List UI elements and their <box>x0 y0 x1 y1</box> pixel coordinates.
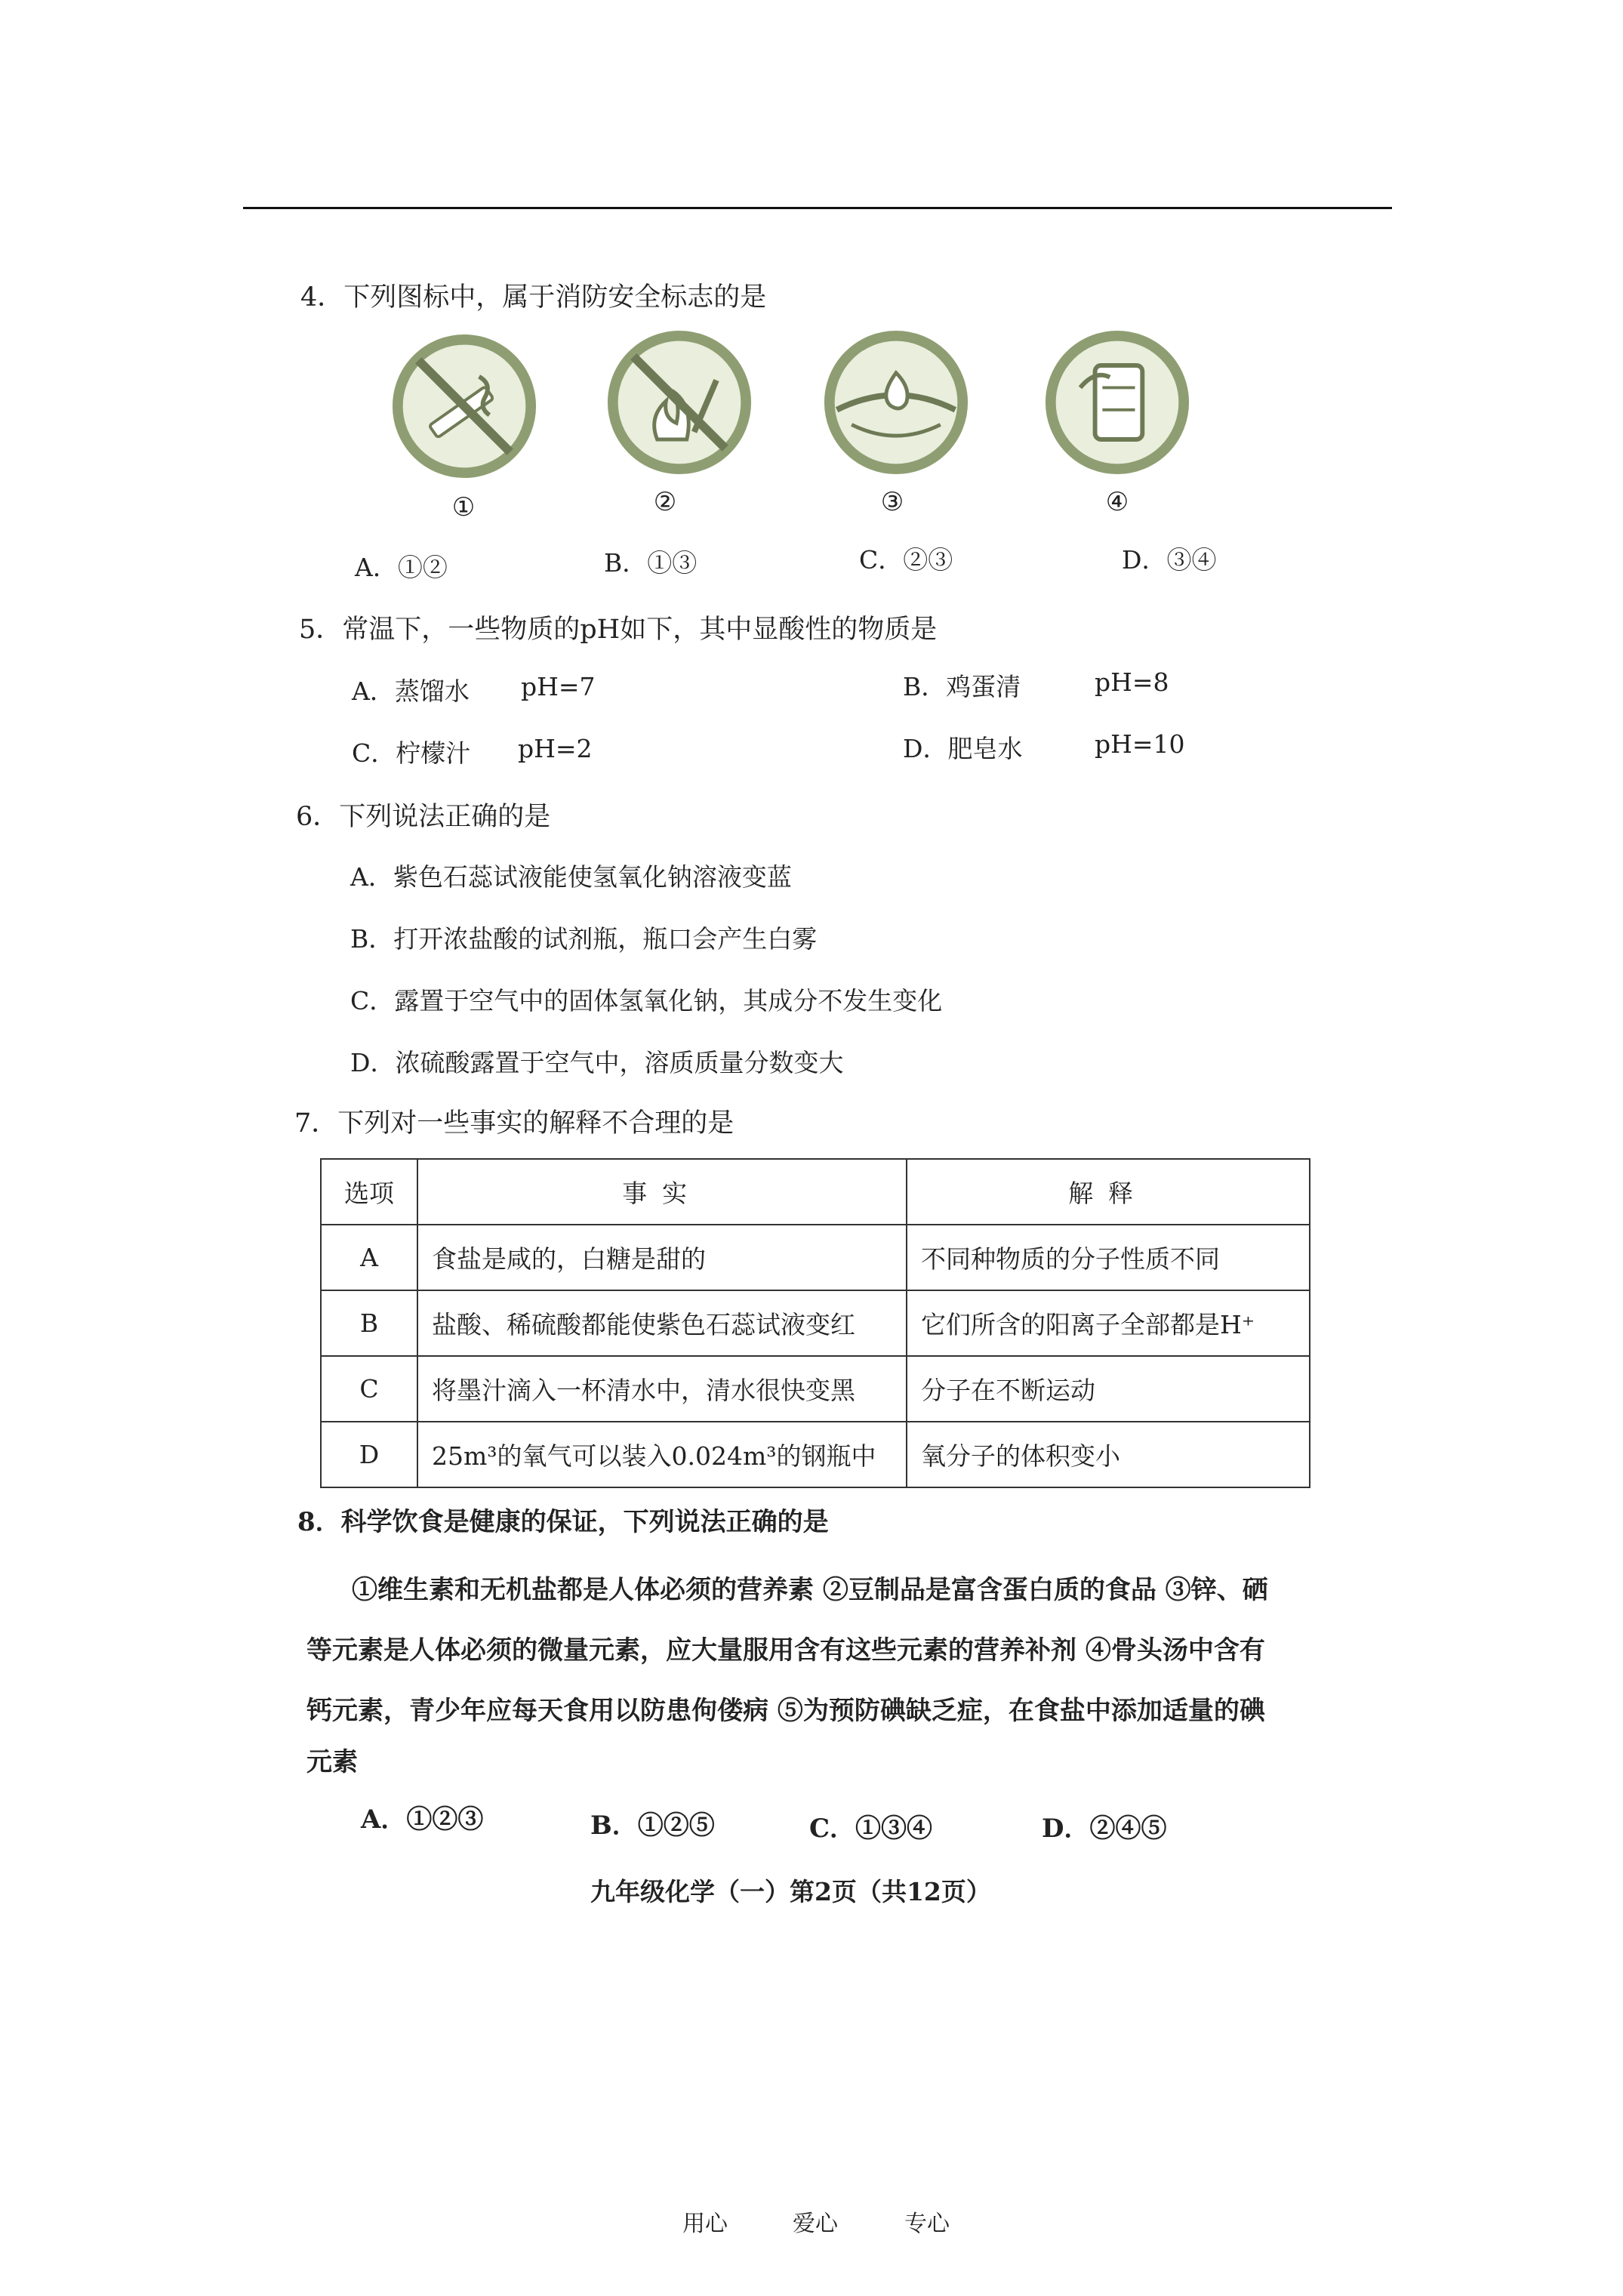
q5-option-d[interactable] <box>903 729 1185 765</box>
q8-statement-line-3: 钙元素，青少年应每天食用以防患佝偻病 ⑤为预防碘缺乏症，在食盐中添加适量的碘 <box>306 1696 1265 1726</box>
q8-option-c[interactable]: C．①③④ <box>809 1814 933 1844</box>
question-8-stem: 8．科学饮食是健康的保证，下列说法正确的是 <box>297 1507 829 1537</box>
table-cell-fact: 食盐是咸的，白糖是甜的 <box>417 1225 907 1290</box>
table-cell-fact: 盐酸、稀硫酸都能使紫色石蕊试液变红 <box>417 1290 907 1356</box>
no-smoking-sign-icon <box>390 332 538 480</box>
recycle-paper-sign-icon <box>1043 328 1191 476</box>
q5-option-c-ph: pH=2 <box>518 734 593 763</box>
sign-label-2: ② <box>653 487 677 517</box>
q5-option-b[interactable] <box>903 667 1169 703</box>
q6-option-c[interactable]: C．露置于空气中的固体氢氧化钠，其成分不发生变化 <box>350 986 943 1015</box>
q5-option-c-label: C．柠檬汁 <box>352 738 471 768</box>
question-6-stem: 6．下列说法正确的是 <box>296 802 551 832</box>
table-cell-option: B <box>321 1290 417 1356</box>
q6-option-d[interactable]: D．浓硫酸露置于空气中，溶质质量分数变大 <box>350 1048 844 1077</box>
question-5-stem: 5．常温下，一些物质的pH如下，其中显酸性的物质是 <box>299 615 938 645</box>
q5-option-a-ph: pH=7 <box>521 672 596 701</box>
table-cell-explanation: 分子在不断运动 <box>907 1356 1310 1422</box>
table-row <box>321 1356 1310 1422</box>
q6-option-a[interactable]: A．紫色石蕊试液能使氢氧化钠溶液变蓝 <box>350 862 792 892</box>
sign-label-1: ① <box>451 492 476 522</box>
q5-option-b-label: B．鸡蛋清 <box>903 672 1021 701</box>
motto-item: 爱心 <box>793 2211 838 2237</box>
q8-option-b[interactable]: B．①②⑤ <box>590 1811 715 1841</box>
table-cell-fact: 25m³的氧气可以装入0.024m³的钢瓶中 <box>417 1422 907 1487</box>
q5-option-b-ph: pH=8 <box>1095 667 1169 697</box>
q4-option-b[interactable]: B．①③ <box>604 548 698 578</box>
q5-option-a-label: A．蒸馏水 <box>352 676 470 706</box>
q4-option-a[interactable]: A．①② <box>355 553 448 582</box>
motto-item: 专心 <box>904 2211 950 2237</box>
table-row <box>321 1290 1310 1356</box>
q8-statement-line-1: ①维生素和无机盐都是人体必须的营养素 ②豆制品是富含蛋白质的食品 ③锌、硒 <box>352 1575 1268 1605</box>
table-header-row <box>321 1159 1310 1225</box>
facts-explanation-table <box>320 1158 1310 1488</box>
q6-option-b[interactable]: B．打开浓盐酸的试剂瓶，瓶口会产生白雾 <box>350 924 818 954</box>
q5-option-d-ph: pH=10 <box>1095 729 1185 759</box>
q8-option-d[interactable]: D．②④⑤ <box>1042 1814 1167 1844</box>
q4-option-d[interactable]: D．③④ <box>1122 545 1217 575</box>
page-footer: 九年级化学（一）第2页（共12页） <box>590 1877 991 1906</box>
header-rule <box>243 207 1392 209</box>
table-cell-fact: 将墨汁滴入一杯清水中，清水很快变黑 <box>417 1356 907 1422</box>
table-cell-explanation: 它们所含的阳离子全部都是H⁺ <box>907 1290 1310 1356</box>
q5-option-a[interactable] <box>352 672 596 707</box>
table-cell-explanation: 氧分子的体积变小 <box>907 1422 1310 1487</box>
table-cell-explanation: 不同种物质的分子性质不同 <box>907 1225 1310 1290</box>
question-4-stem: 4．下列图标中，属于消防安全标志的是 <box>300 282 767 313</box>
q8-statement-line-2: 等元素是人体必须的微量元素，应大量服用含有这些元素的营养补剂 ④骨头汤中含有 <box>306 1635 1265 1666</box>
q8-statement-line-4: 元素 <box>306 1747 358 1777</box>
table-row <box>321 1225 1310 1290</box>
water-saving-sign-icon <box>822 328 970 476</box>
question-7-stem: 7．下列对一些事实的解释不合理的是 <box>294 1108 735 1139</box>
q5-option-c[interactable] <box>352 734 593 769</box>
sign-label-4: ④ <box>1105 487 1129 517</box>
table-header-explanation: 解释 <box>907 1159 1310 1225</box>
table-cell-option: D <box>321 1422 417 1487</box>
table-cell-option: A <box>321 1225 417 1290</box>
table-cell-option: C <box>321 1356 417 1422</box>
table-header-option: 选项 <box>321 1159 417 1225</box>
sign-label-3: ③ <box>880 487 904 517</box>
q5-option-d-label: D．肥皂水 <box>903 734 1023 763</box>
q8-option-a[interactable]: A．①②③ <box>361 1804 484 1835</box>
table-header-fact: 事实 <box>417 1159 907 1225</box>
q4-option-c[interactable]: C．②③ <box>859 545 953 575</box>
table-row <box>321 1422 1310 1487</box>
motto-item: 用心 <box>682 2211 728 2237</box>
no-open-flame-sign-icon <box>605 328 753 476</box>
